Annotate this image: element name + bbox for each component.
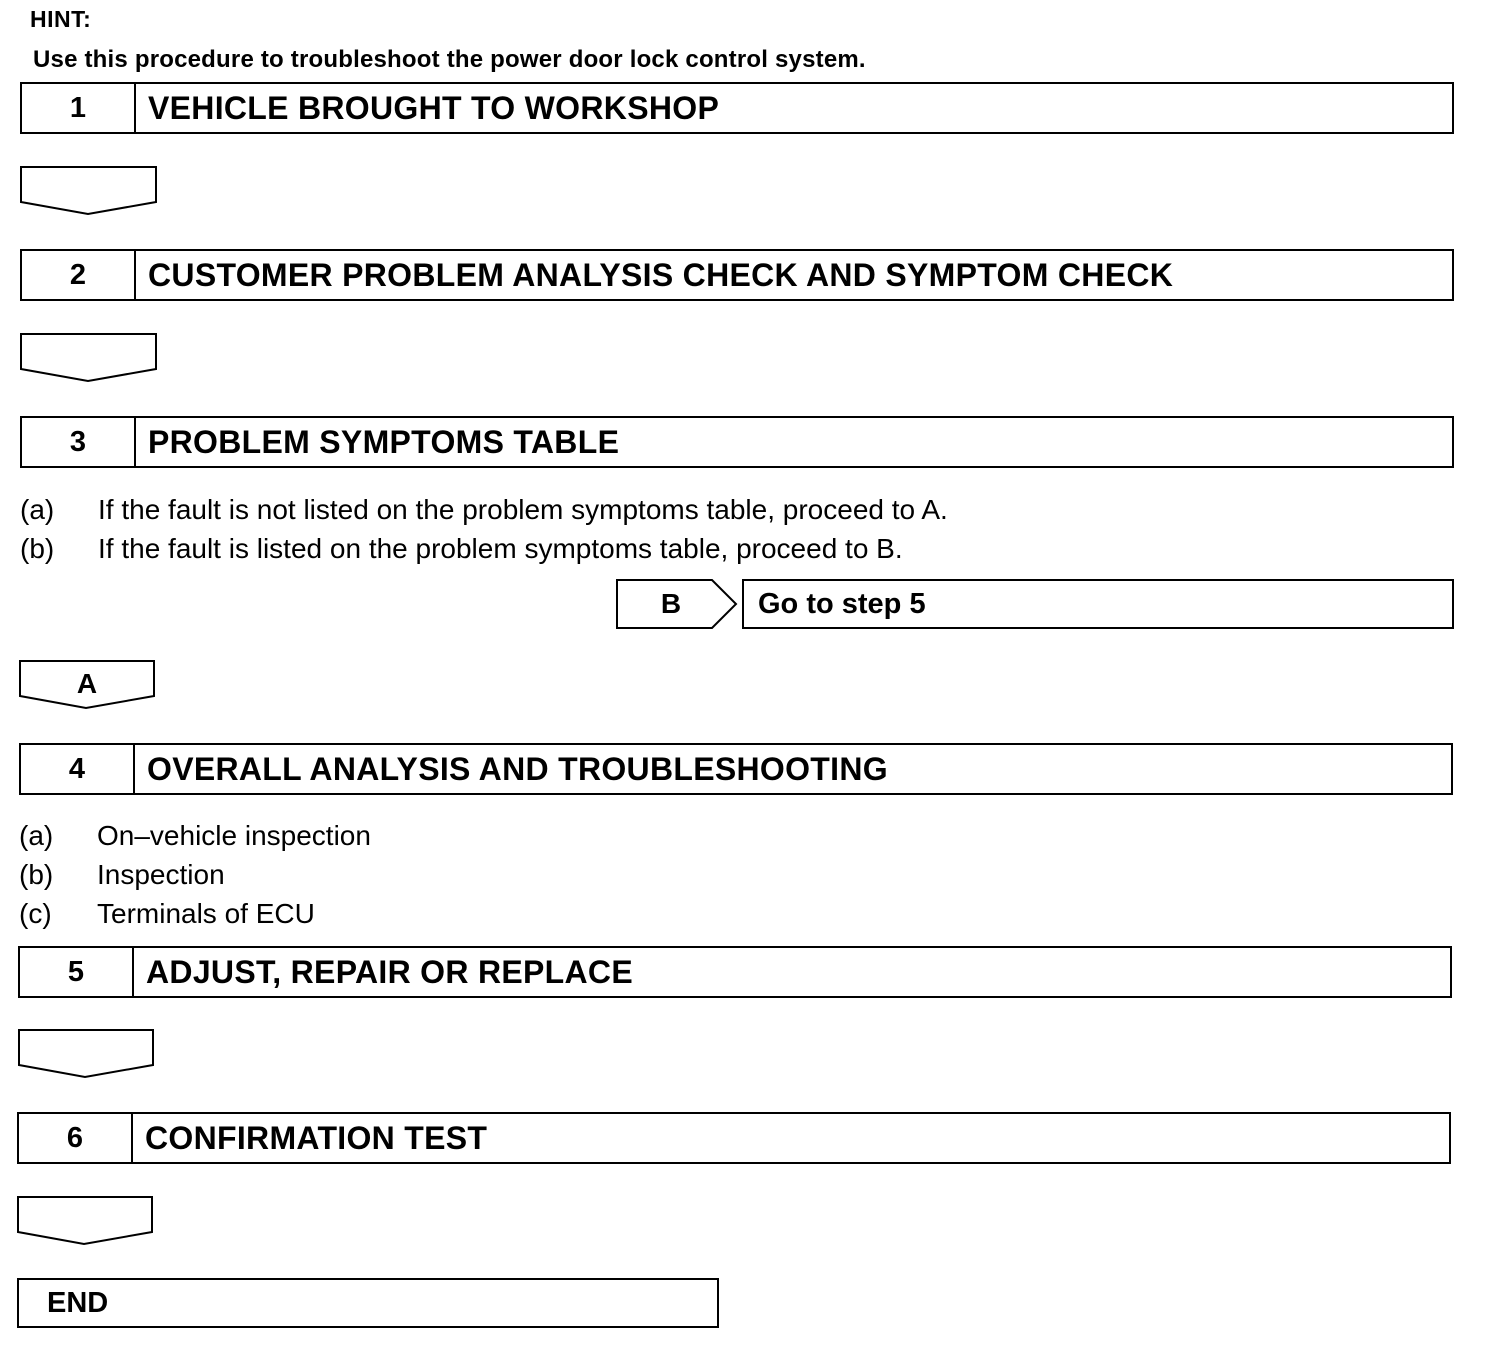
item-letter: (a) bbox=[20, 494, 55, 525]
step3-item-b bbox=[20, 533, 903, 565]
item-text: Inspection bbox=[97, 859, 225, 890]
step-box-5 bbox=[18, 946, 1452, 998]
step4-item-c bbox=[19, 898, 315, 930]
item-letter: (c) bbox=[19, 898, 52, 929]
flow-arrow-1 bbox=[20, 166, 158, 216]
step3-item-a bbox=[20, 494, 948, 526]
flow-arrow-6 bbox=[17, 1196, 155, 1246]
flow-arrow-2 bbox=[20, 333, 158, 383]
go-to-step-box: Go to step 5 bbox=[742, 579, 1454, 629]
item-letter: (b) bbox=[20, 533, 55, 564]
item-text: If the fault is listed on the problem symptoms table, proceed to B. bbox=[98, 533, 903, 564]
step-number: 2 bbox=[22, 251, 136, 299]
item-text: Terminals of ECU bbox=[97, 898, 315, 929]
step-number: 6 bbox=[19, 1114, 133, 1162]
branch-a-label: A bbox=[76, 668, 98, 699]
item-letter: (b) bbox=[19, 859, 54, 890]
step-box-2 bbox=[20, 249, 1454, 301]
step-number: 1 bbox=[22, 84, 136, 132]
step-title: ADJUST, REPAIR OR REPLACE bbox=[146, 953, 633, 990]
step-title: CONFIRMATION TEST bbox=[145, 1119, 488, 1156]
item-text: If the fault is not listed on the problem symptoms table, proceed to A. bbox=[98, 494, 948, 525]
step-number: 3 bbox=[22, 418, 136, 466]
item-text: On–vehicle inspection bbox=[97, 820, 371, 851]
step-title: CUSTOMER PROBLEM ANALYSIS CHECK AND SYMPTOM CHECK bbox=[148, 256, 1174, 293]
step-number: 5 bbox=[20, 948, 134, 996]
intro-text: Use this procedure to troubleshoot the power door lock control system. bbox=[33, 46, 866, 73]
flow-arrow-5 bbox=[18, 1029, 156, 1079]
step-box-6 bbox=[17, 1112, 1451, 1164]
step-number: 4 bbox=[21, 745, 135, 793]
step4-item-a bbox=[19, 820, 371, 852]
step-box-1 bbox=[20, 82, 1454, 134]
step4-item-b bbox=[19, 859, 225, 891]
step-title: PROBLEM SYMPTOMS TABLE bbox=[148, 423, 620, 460]
branch-b-label: B bbox=[660, 588, 682, 619]
step-title: VEHICLE BROUGHT TO WORKSHOP bbox=[148, 89, 720, 126]
hint-heading: HINT: bbox=[30, 6, 92, 32]
end-box: END bbox=[17, 1278, 719, 1328]
step-box-3 bbox=[20, 416, 1454, 468]
item-letter: (a) bbox=[19, 820, 54, 851]
step-title: OVERALL ANALYSIS AND TROUBLESHOOTING bbox=[147, 750, 888, 787]
step-box-4 bbox=[19, 743, 1453, 795]
